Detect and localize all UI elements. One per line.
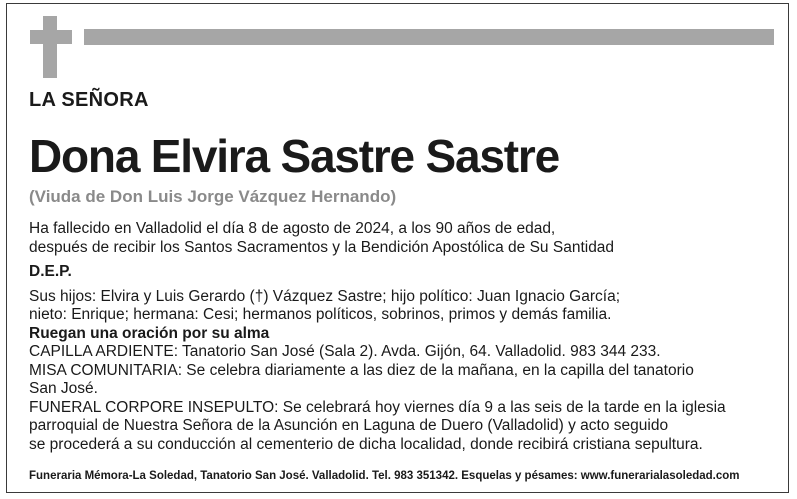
funeral-home-footer: Funeraria Mémora-La Soledad, Tanatorio San José. Valladolid. Tel. 983 351342. Esquelas y pésames: www.funerarialasoledad.com	[29, 470, 740, 482]
honorific: LA SEÑORA	[29, 89, 149, 111]
prayer-heading: Ruegan una oración por su alma	[29, 324, 270, 342]
deceased-name: Dona Elvira Sastre Sastre	[29, 130, 559, 182]
service-line: MISA COMUNITARIA: Se celebra diariamente a las diez de la mañana, en la capilla del tanatorio	[29, 361, 694, 379]
widow-subtitle: (Viuda de Don Luis Jorge Vázquez Hernando)	[29, 187, 397, 206]
header-rule	[84, 29, 774, 45]
notice-body	[29, 220, 779, 454]
death-line: Ha fallecido en Valladolid el día 8 de agosto de 2024, a los 90 años de edad,	[29, 220, 556, 237]
service-line: CAPILLA ARDIENTE: Tanatorio San José (Sala 2). Avda. Gijón, 64. Valladolid. 983 344 233.	[29, 343, 661, 360]
death-line: después de recibir los Santos Sacramentos y la Bendición Apostólica de Su Santidad	[29, 238, 615, 256]
service-line: parroquial de Nuestra Señora de la Asunción en Laguna de Duero (Valladolid) y acto seguido	[29, 417, 669, 434]
cross-icon-arm	[30, 30, 72, 44]
service-line: FUNERAL CORPORE INSEPULTO: Se celebrará hoy viernes día 9 a las seis de la tarde en la iglesia	[29, 398, 726, 416]
rip-heading: D.E.P.	[29, 263, 72, 280]
service-line: se procederá a su conducción al cementerio de dicha localidad, donde recibirá cristiana sepultura.	[29, 435, 703, 453]
family-line: nieto: Enrique; hermana: Cesi; hermanos políticos, sobrinos, primos y demás familia.	[29, 306, 612, 323]
family-line: Sus hijos: Elvira y Luis Gerardo (†) Vázquez Sastre; hijo político: Juan Ignacio García;	[29, 287, 621, 305]
cross-icon	[43, 16, 57, 78]
service-line: San José.	[29, 380, 98, 397]
